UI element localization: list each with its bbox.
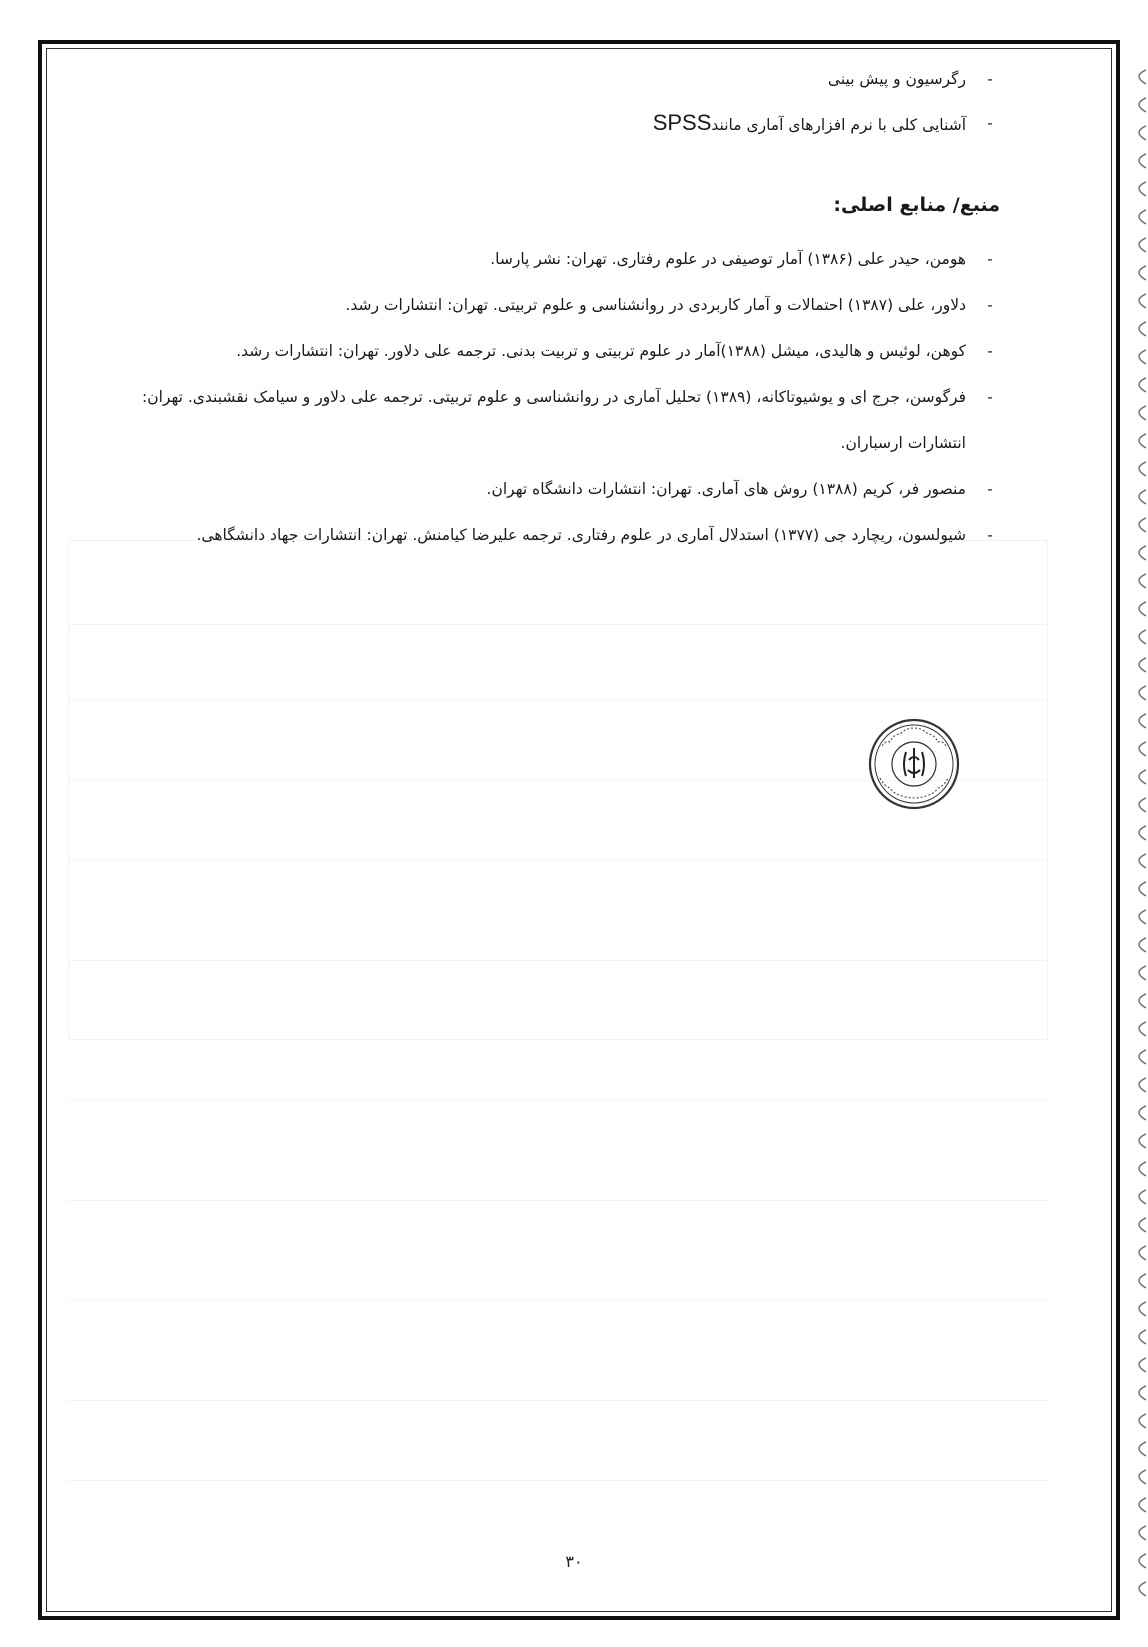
reference-text: منصور فر، کریم (۱۳۸۸) روش های آماری. تهران: انتشارات دانشگاه تهران. xyxy=(486,480,966,498)
binding-ring xyxy=(1139,1218,1146,1232)
binding-ring xyxy=(1139,1386,1146,1400)
reference-item xyxy=(100,374,1000,466)
binding-ring xyxy=(1139,238,1146,252)
binding-ring xyxy=(1139,378,1146,392)
binding-ring xyxy=(1139,350,1146,364)
binding-ring xyxy=(1139,1302,1146,1316)
binding-ring xyxy=(1139,966,1146,980)
page-content xyxy=(100,62,1000,558)
binding-ring xyxy=(1139,70,1146,84)
binding-ring xyxy=(1139,1078,1146,1092)
binding-ring xyxy=(1139,546,1146,560)
binding-ring xyxy=(1139,1330,1146,1344)
binding-ring xyxy=(1139,1246,1146,1260)
binding-ring xyxy=(1139,1050,1146,1064)
binding-ring xyxy=(1139,490,1146,504)
binding-ring xyxy=(1139,770,1146,784)
topic-item xyxy=(100,62,1000,106)
reference-text: شیولسون، ریچارد جی (۱۳۷۷) استدلال آماری در علوم رفتاری. ترجمه علیرضا کیامنش. تهران: انتشارات جهاد دانشگاهی. xyxy=(196,526,966,544)
binding-ring xyxy=(1139,126,1146,140)
binding-ring xyxy=(1139,518,1146,532)
bullet-dash: - xyxy=(987,480,993,498)
binding-ring xyxy=(1139,1498,1146,1512)
binding-ring xyxy=(1139,1022,1146,1036)
binding-ring xyxy=(1139,574,1146,588)
binding-ring xyxy=(1139,1414,1146,1428)
reference-item xyxy=(100,512,1000,558)
binding-ring xyxy=(1139,798,1146,812)
binding-ring xyxy=(1139,1106,1146,1120)
bullet-dash: - xyxy=(987,388,993,406)
reference-text: فرگوسن، جرج ای و یوشیوتاکانه، (۱۳۸۹) تحلیل آماری در روانشناسی و علوم تربیتی. ترجمه علی دلاور و سیامک نقشبندی. تهران: انتشارات ارسباران. xyxy=(142,388,966,452)
binding-ring xyxy=(1139,1470,1146,1484)
bullet-dash: - xyxy=(987,114,993,132)
binding-ring xyxy=(1139,1134,1146,1148)
bullet-dash: - xyxy=(987,70,993,88)
binding-ring xyxy=(1139,462,1146,476)
binding-ring xyxy=(1139,1442,1146,1456)
binding-ring xyxy=(1139,266,1146,280)
binding-ring xyxy=(1139,910,1146,924)
binding-ring xyxy=(1139,714,1146,728)
binding-ring xyxy=(1139,854,1146,868)
binding-ring xyxy=(1139,322,1146,336)
page-number: ۳۰ xyxy=(565,1552,583,1571)
binding-ring xyxy=(1139,742,1146,756)
binding-ring xyxy=(1139,98,1146,112)
binding-ring xyxy=(1139,210,1146,224)
reference-item xyxy=(100,328,1000,374)
binding-ring xyxy=(1139,1358,1146,1372)
topic-item xyxy=(100,106,1000,150)
binding-ring xyxy=(1139,434,1146,448)
topic-text: آشنایی کلی با نرم افزارهای آماری مانند xyxy=(711,116,966,134)
official-seal-stamp xyxy=(866,716,962,812)
bullet-dash: - xyxy=(987,342,993,360)
binding-ring xyxy=(1139,686,1146,700)
binding-marks xyxy=(1120,60,1148,1620)
binding-ring xyxy=(1139,1190,1146,1204)
binding-ring xyxy=(1139,1582,1146,1596)
binding-ring xyxy=(1139,602,1146,616)
references-heading: منبع/ منابع اصلی: xyxy=(833,194,1000,216)
binding-ring xyxy=(1139,658,1146,672)
binding-ring xyxy=(1139,406,1146,420)
reference-item xyxy=(100,466,1000,512)
reference-item xyxy=(100,282,1000,328)
binding-ring xyxy=(1139,1274,1146,1288)
reference-item xyxy=(100,236,1000,282)
binding-ring xyxy=(1139,826,1146,840)
topic-text: رگرسیون و پیش بینی xyxy=(827,70,966,88)
reference-text: دلاور، علی (۱۳۸۷) احتمالات و آمار کاربردی در روانشناسی و علوم تربیتی. تهران: انتشارات رشد. xyxy=(345,296,966,314)
binding-ring xyxy=(1139,1526,1146,1540)
binding-ring xyxy=(1139,154,1146,168)
binding-ring xyxy=(1139,182,1146,196)
binding-ring xyxy=(1139,630,1146,644)
reference-text: کوهن، لوئیس و هالیدی، میشل (۱۳۸۸)آمار در علوم تربیتی و تربیت بدنی. ترجمه علی دلاور. تهران: انتشارات رشد. xyxy=(236,342,966,360)
binding-ring xyxy=(1139,1162,1146,1176)
reference-text: هومن، حیدر علی (۱۳۸۶) آمار توصیفی در علوم رفتاری. تهران: نشر پارسا. xyxy=(490,250,966,268)
software-name: SPSS xyxy=(652,110,712,135)
bullet-dash: - xyxy=(987,526,993,544)
binding-ring xyxy=(1139,994,1146,1008)
binding-ring xyxy=(1139,882,1146,896)
binding-ring xyxy=(1139,294,1146,308)
binding-ring xyxy=(1139,938,1146,952)
bullet-dash: - xyxy=(987,250,993,268)
bullet-dash: - xyxy=(987,296,993,314)
